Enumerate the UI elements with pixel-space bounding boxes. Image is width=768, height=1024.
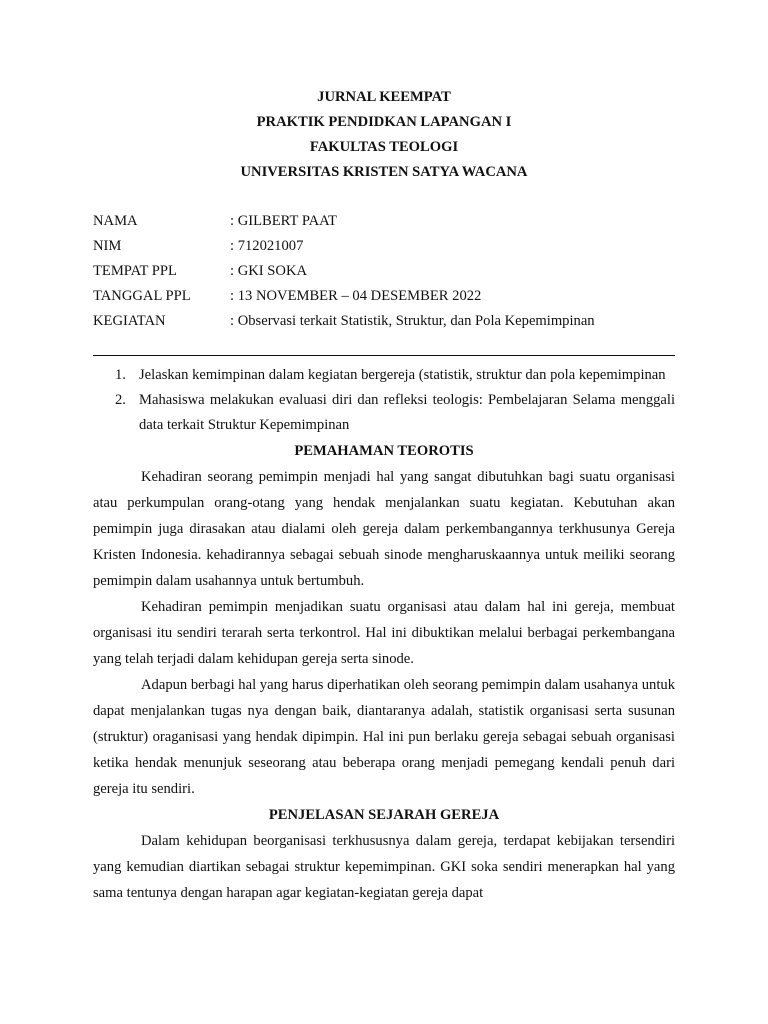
info-value: : 712021007 [230,238,304,254]
info-row-nim [93,234,683,259]
task-list [93,363,675,438]
list-item [93,363,675,388]
paragraph: Kehadiran seorang pemimpin menjadi hal yang sangat dibutuhkan bagi suatu organisasi atau perkumpulan orang-otang yang hendak menjalankan suatu kegiatan. Kebutuhan akan pemimpin juga dirasakan atau dialami oleh gereja dalam perkembangannya terkhusunya Gereja Kristen Indonesia. kehadirannya sebagai sebuah sinode mengharuskaannya untuk meiliki seorang pemimpin dalam usahannya untuk bertumbuh. [93,469,675,589]
program-title: PRAKTIK PENDIDKAN LAPANGAN I [256,114,512,130]
info-label: TANGGAL PPL [93,288,191,304]
info-row-name [93,209,683,234]
paragraph: Adapun berbagi hal yang harus diperhatikan oleh seorang pemimpin dalam usahanya untuk dapat menjalankan tugas nya dengan baik, diantaranya adalah, statistik organisasi serta susunan (struktur) oraganisasi yang hendak dipimpin. Hal ini pun berlaku gereja sebagai sebuah organisasi ketika hendak menunjuk seseorang atau beberapa orang menjadi pemegang kendali penuh dari gereja itu sendiri. [93,677,675,797]
info-label: KEGIATAN [93,313,166,329]
info-label: TEMPAT PPL [93,263,177,279]
document-title-block [0,85,768,185]
info-row-place [93,259,683,284]
info-value: : GKI SOKA [230,263,308,279]
info-label: NAMA [93,213,138,229]
list-item-text: Jelaskan kemimpinan dalam kegiatan bergereja (statistik, struktur dan pola kepemimpinan [139,367,666,383]
list-number: 2. [115,392,126,408]
list-item [93,388,675,438]
info-row-activity [93,309,683,334]
list-number: 1. [115,367,126,383]
section-heading-history: PENJELASAN SEJARAH GEREJA [268,807,500,823]
section-heading-theory: PEMAHAMAN TEOROTIS [294,443,474,459]
university-title: UNIVERSITAS KRISTEN SATYA WACANA [240,164,528,180]
faculty-title: FAKULTAS TEOLOGI [309,139,459,155]
info-value: : GILBERT PAAT [230,213,337,229]
document-body [93,363,675,906]
horizontal-divider [93,355,675,356]
paragraph: Dalam kehidupan beorganisasi terkhususnya dalam gereja, terdapat kebijakan tersendiri yang kemudian diartikan sebagai struktur kepemimpinan. GKI soka sendiri menerapkan hal yang sama tentunya dengan harapan agar kegiatan-kegiatan gereja dapat [93,833,675,901]
paragraph: Kehadiran pemimpin menjadikan suatu organisasi atau dalam hal ini gereja, membuat organisasi itu sendiri terarah serta terkontrol. Hal ini dibuktikan melalui berbagai perkembangana yang telah terjadi dalam kehidupan gereja serta sinode. [93,599,675,667]
info-value: : 13 NOVEMBER – 04 DESEMBER 2022 [230,288,482,304]
info-row-date [93,284,683,309]
info-value: : Observasi terkait Statistik, Struktur, dan Pola Kepemimpinan [230,313,595,329]
info-label: NIM [93,238,122,254]
student-info [93,209,683,334]
journal-title: JURNAL KEEMPAT [317,89,451,105]
list-item-text: Mahasiswa melakukan evaluasi diri dan refleksi teologis: Pembelajaran Selama menggali data terkait Struktur Kepemimpinan [139,392,675,433]
